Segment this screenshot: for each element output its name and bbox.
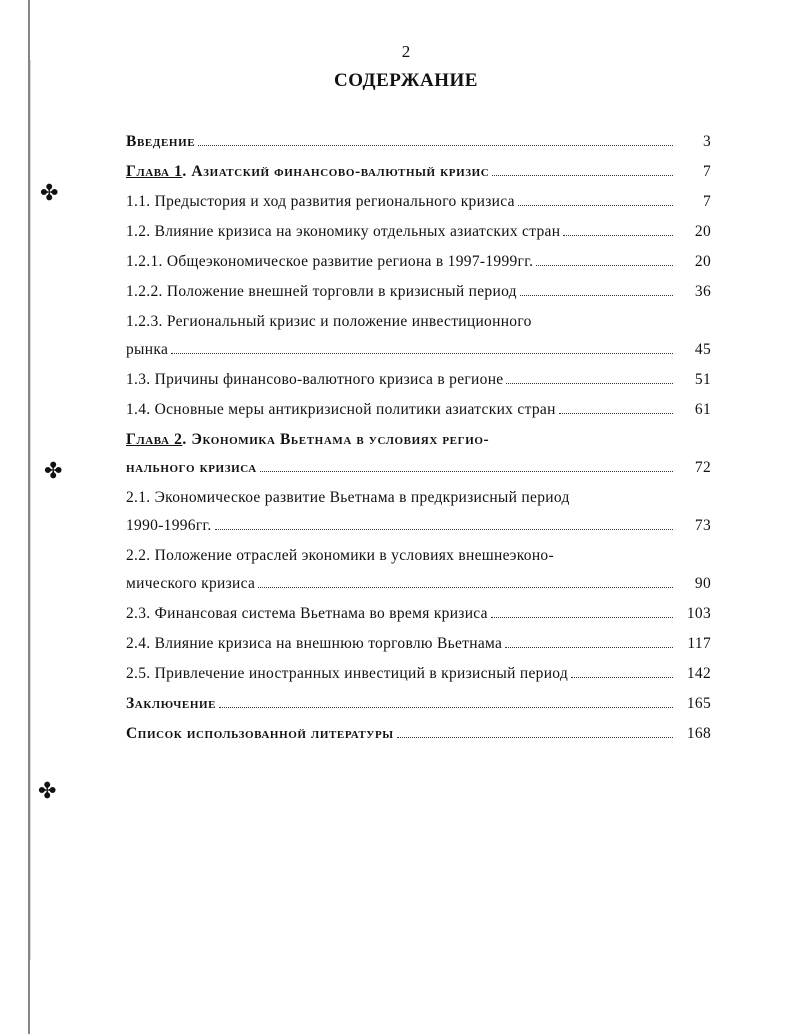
hole-punch-mark-icon: ✤ (38, 778, 57, 803)
toc-entry-label: 2.5. Привлечение иностранных инвестиций в кризисный период (126, 665, 569, 682)
toc-entry-1-3[interactable] (126, 371, 711, 401)
toc-entry-page: 73 (694, 517, 711, 534)
leader-dots (215, 529, 673, 530)
toc-entry-page: 20 (694, 253, 711, 270)
leader-dots (219, 707, 673, 708)
chapter-label: Глава 2 (126, 431, 183, 448)
toc-entry-label: 1.2.2. Положение внешней торговли в кризисный период (126, 283, 517, 300)
toc-entry-1-2-3-line1[interactable] (126, 313, 711, 341)
toc-entry-label: 1.2. Влияние кризиса на экономику отдельных азиатских стран (126, 223, 561, 240)
toc-entry-label: Введение (126, 133, 196, 150)
toc-entry-page: 117 (687, 635, 711, 652)
toc-entry-page: 165 (686, 695, 711, 712)
toc-entry-chapter-1[interactable] (126, 163, 711, 193)
toc-entry-page: 51 (694, 371, 711, 388)
toc-entry-1-2-2[interactable] (126, 283, 711, 313)
toc-entry-2-5[interactable] (126, 665, 711, 695)
toc-entry-page: 168 (686, 725, 711, 742)
toc-entry-label: мического кризиса (126, 575, 256, 592)
toc-entry-chapter-2-line1[interactable] (126, 431, 711, 459)
toc-entry-2-2-line1[interactable] (126, 547, 711, 575)
toc-entry-page: 61 (694, 401, 711, 418)
toc-entry-page: 7 (702, 163, 711, 180)
toc-entry-page: 72 (694, 459, 711, 476)
toc-entry-1-2[interactable] (126, 223, 711, 253)
toc-entry-2-4[interactable] (126, 635, 711, 665)
toc-entry-label: нального кризиса (126, 459, 257, 476)
toc-entry-label: Список использованной литературы (126, 725, 394, 742)
toc-entry-1-4[interactable] (126, 401, 711, 431)
page-title: СОДЕРЖАНИЕ (334, 70, 478, 91)
leader-dots (260, 471, 673, 472)
toc-entry-page: 45 (694, 341, 711, 358)
toc-entry-2-2[interactable] (126, 575, 711, 605)
toc-entry-label: 2.4. Влияние кризиса на внешнюю торговлю Вьетнама (126, 635, 503, 652)
toc-entry-chapter-2[interactable] (126, 459, 711, 489)
toc-entry-page: 36 (694, 283, 711, 300)
toc-entry-1-2-1[interactable] (126, 253, 711, 283)
page-number: 2 (401, 42, 411, 61)
leader-dots (397, 737, 673, 738)
toc-entry-label: 2.1. Экономическое развитие Вьетнама в предкризисный период (126, 489, 570, 506)
toc-entry-page: 3 (702, 133, 711, 150)
toc-entry-page: 103 (686, 605, 711, 622)
toc-entry-label: 2.3. Финансовая система Вьетнама во время кризиса (126, 605, 488, 622)
toc-entry-label: 1.3. Причины финансово-валютного кризиса в регионе (126, 371, 504, 388)
leader-dots (571, 677, 673, 678)
toc-entry-page: 20 (694, 223, 711, 240)
toc-entry-2-1[interactable] (126, 517, 711, 547)
toc-entry-1-2-3[interactable] (126, 341, 711, 371)
leader-dots (258, 587, 673, 588)
toc-entry-label: 1990-1996гг. (126, 517, 212, 534)
toc-entry-2-3[interactable] (126, 605, 711, 635)
hole-punch-mark-icon: ✤ (44, 458, 63, 483)
chapter-label: Глава 1 (126, 163, 183, 180)
table-of-contents (126, 133, 711, 755)
toc-entry-label: 2.2. Положение отраслей экономики в условиях внешнеэконо- (126, 547, 554, 564)
toc-entry-bibliography[interactable] (126, 725, 711, 755)
leader-dots (505, 647, 673, 648)
toc-entry-conclusion[interactable] (126, 695, 711, 725)
toc-entry-page: 90 (694, 575, 711, 592)
toc-entry-label: 1.2.1. Общеэкономическое развитие региона в 1997-1999гг. (126, 253, 534, 270)
chapter-title: . Азиатский финансово-валютный кризис (182, 163, 490, 180)
toc-entry-label: рынка (126, 341, 169, 358)
toc-entry-label: 1.2.3. Региональный кризис и положение инвестиционного (126, 313, 532, 330)
leader-dots (536, 265, 673, 266)
leader-dots (492, 175, 673, 176)
toc-entry-1-1[interactable] (126, 193, 711, 223)
leader-dots (563, 235, 673, 236)
toc-entry-2-1-line1[interactable] (126, 489, 711, 517)
toc-entry-label: 1.4. Основные меры антикризисной политики азиатских стран (126, 401, 556, 418)
scan-left-edge-shadow (30, 60, 31, 960)
leader-dots (506, 383, 673, 384)
toc-entry-label: Заключение (126, 695, 217, 712)
leader-dots (559, 413, 673, 414)
leader-dots (518, 205, 673, 206)
toc-entry-page: 142 (686, 665, 711, 682)
leader-dots (520, 295, 673, 296)
leader-dots (198, 145, 673, 146)
toc-entry-label (126, 163, 489, 181)
toc-entry-page: 7 (702, 193, 711, 210)
toc-entry-introduction[interactable] (126, 133, 711, 163)
leader-dots (491, 617, 673, 618)
toc-entry-label: 1.1. Предыстория и ход развития регионального кризиса (126, 193, 515, 210)
leader-dots (171, 353, 673, 354)
toc-entry-label (126, 431, 489, 449)
hole-punch-mark-icon: ✤ (40, 180, 59, 205)
chapter-title: . Экономика Вьетнама в условиях регио- (182, 431, 490, 448)
